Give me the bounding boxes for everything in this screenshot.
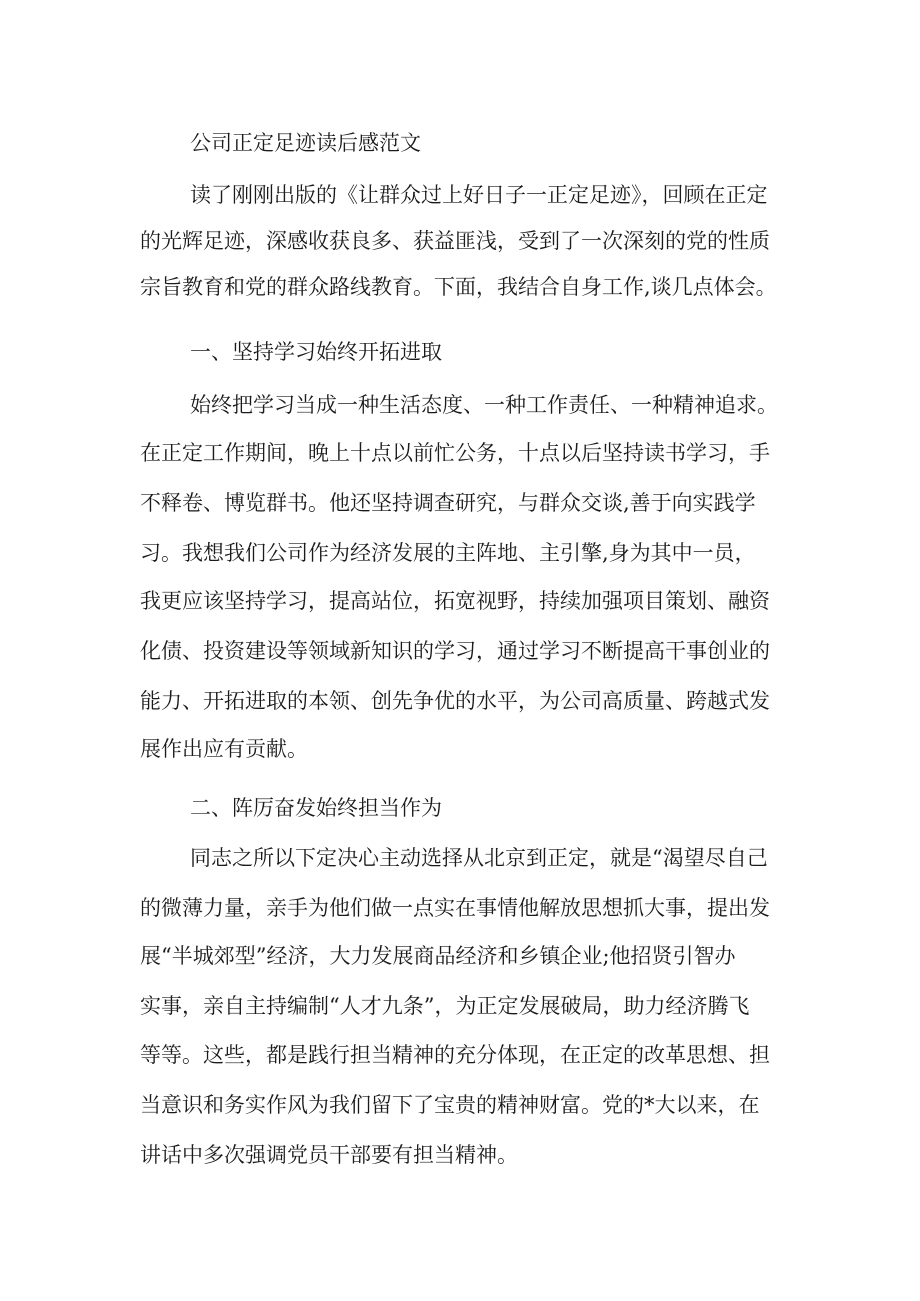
section1-line-4: 习。我想我们公司作为经济发展的主阵地、主引擎,身为其中一员， — [140, 541, 756, 565]
section1-line-5: 我更应该坚持学习，提高站位，拓宽视野，持续加强项目策划、融资 — [140, 589, 770, 613]
section2-line-4: 实事，亲自主持编制“人才九条”，为正定发展破局，助力经济腾飞 — [140, 994, 750, 1018]
section1-heading: 一、坚持学习始终开拓进取 — [190, 340, 442, 364]
section2-line-5: 等等。这些，都是践行担当精神的充分体现，在正定的改革思想、担 — [140, 1043, 770, 1067]
section2-line-6: 当意识和务实作风为我们留下了宝贵的精神财富。党的*大以来，在 — [140, 1093, 760, 1117]
section2-line-3: 展“半城郊型”经济，大力发展商品经济和乡镇企业;他招贤引智办 — [140, 944, 736, 968]
intro-line-3: 宗旨教育和党的群众路线教育。下面，我结合自身工作,谈几点体会。 — [140, 275, 777, 299]
intro-line-2: 的光辉足迹，深感收获良多、获益匪浅，受到了一次深刻的党的性质 — [140, 229, 770, 253]
section1-line-3: 不释卷、博览群书。他还坚持调查研究，与群众交谈,善于向实践学 — [140, 491, 756, 515]
section1-line-1: 始终把学习当成一种生活态度、一种工作责任、一种精神追求。 — [190, 393, 778, 417]
section1-line-2: 在正定工作期间，晚上十点以前忙公务，十点以后坚持读书学习，手 — [140, 441, 770, 465]
document-title: 公司正定足迹读后感范文 — [190, 131, 421, 155]
section2-line-7: 讲话中多次强调党员干部要有担当精神。 — [140, 1143, 518, 1167]
intro-line-1: 读了刚刚出版的《让群众过上好日子一正定足迹》，回顾在正定 — [190, 183, 768, 207]
section1-line-6: 化债、投资建设等领域新知识的学习，通过学习不断提高干事创业的 — [140, 639, 770, 663]
section2-line-1: 同志之所以下定决心主动选择从北京到正定，就是“渴望尽自己 — [190, 846, 768, 870]
section2-heading: 二、阵厉奋发始终担当作为 — [190, 796, 442, 820]
section2-line-2: 的微薄力量，亲手为他们做一点实在事情他解放思想抓大事，提出发 — [140, 896, 770, 920]
section1-line-7: 能力、开拓进取的本领、创先争优的水平，为公司高质量、跨越式发 — [140, 689, 770, 713]
section1-line-8: 展作出应有贡献。 — [140, 737, 308, 761]
